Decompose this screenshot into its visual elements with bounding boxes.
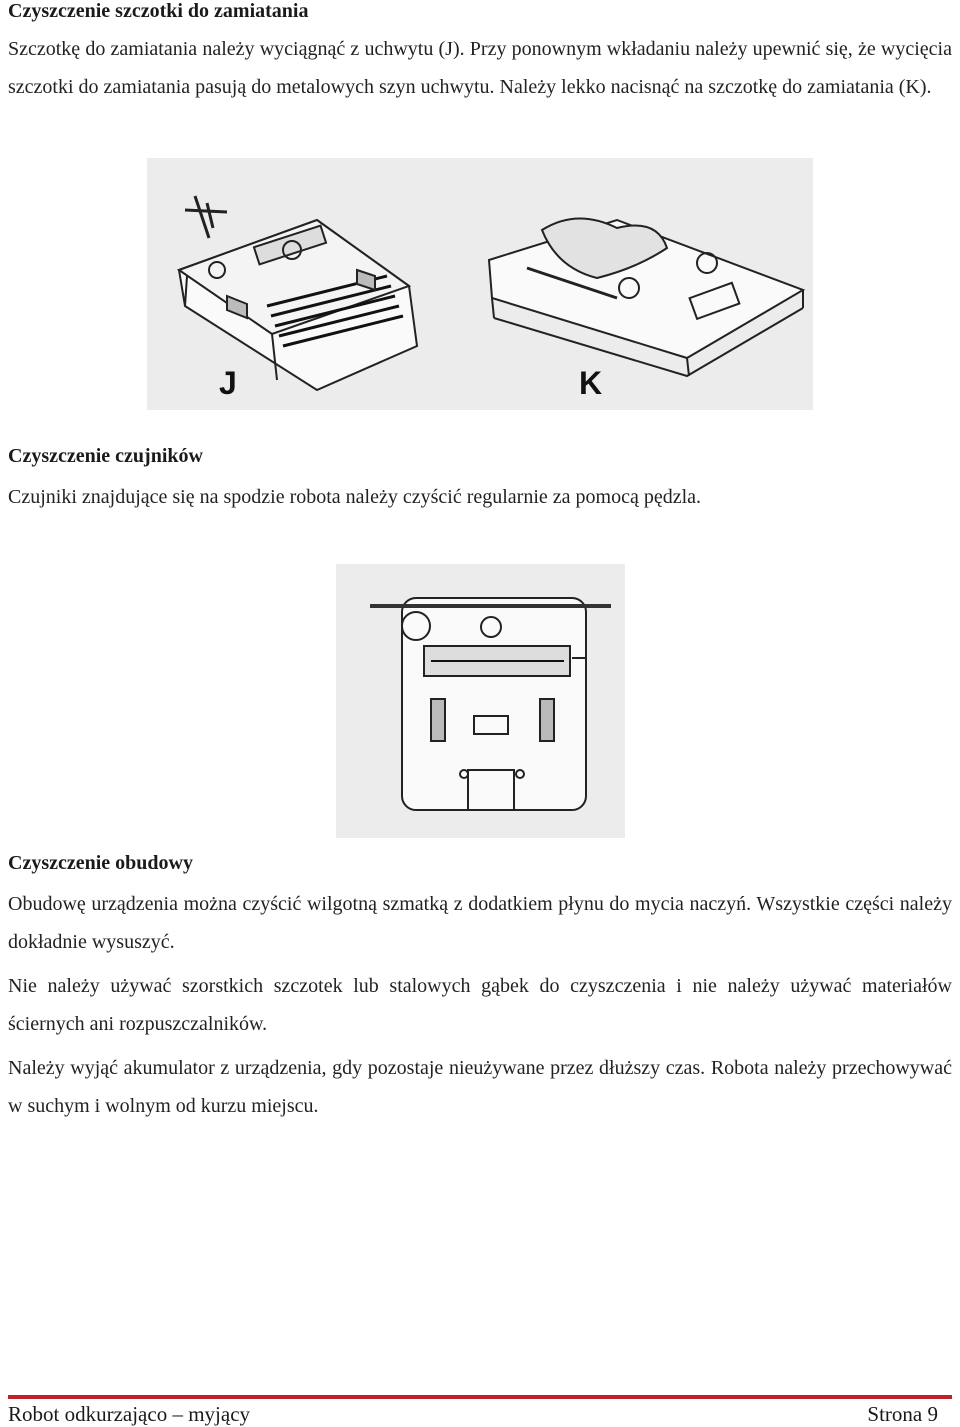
robot-underside-illustration — [336, 564, 625, 838]
footer-product-name: Robot odkurzająco – myjący — [8, 1402, 251, 1426]
figure-brush-removal — [147, 158, 813, 410]
figure-robot-underside — [336, 564, 625, 838]
footer-divider — [8, 1395, 952, 1399]
paragraph-sensor-cleaning: Czujniki znajdujące się na spodzie robota należy czyścić regularnie za pomocą pędzla. — [8, 486, 702, 508]
paragraph-battery-storage: Należy wyjąć akumulator z urządzenia, gdy pozostaje nieużywane przez dłuższy czas. Robota należy przechowywać w suchym i wolnym od kurzu miejscu. — [8, 1057, 952, 1117]
footer-page-number: Strona 9 — [867, 1402, 938, 1426]
section-title-housing: Czyszczenie obudowy — [8, 852, 193, 874]
paragraph-brush-cleaning: Szczotkę do zamiatania należy wyciągnąć z uchwytu (J). Przy ponownym wkładaniu należy upewnić się, że wycięcia szczotki do zamiatania pasują do metalowych szyn uchwytu. Należy lekko nacisnąć na szczotkę do zamiatania (K). — [8, 38, 952, 98]
figure-label-k: K — [579, 365, 603, 401]
robot-j-illustration — [179, 196, 417, 390]
section-title-brush: Czyszczenie szczotki do zamiatania — [8, 0, 309, 22]
paragraph-cleaning-warning: Nie należy używać szorstkich szczotek lub stalowych gąbek do czyszczenia i nie należy używać materiałów ściernych ani rozpuszczalników. — [8, 975, 952, 1035]
paragraph-housing-cleaning: Obudowę urządzenia można czyścić wilgotną szmatką z dodatkiem płynu do mycia naczyń. Wszystkie części należy dokładnie wysuszyć. — [8, 893, 952, 953]
figure-label-j: J — [219, 365, 237, 401]
section-title-sensors: Czyszczenie czujników — [8, 445, 203, 467]
robot-k-illustration — [489, 218, 803, 376]
